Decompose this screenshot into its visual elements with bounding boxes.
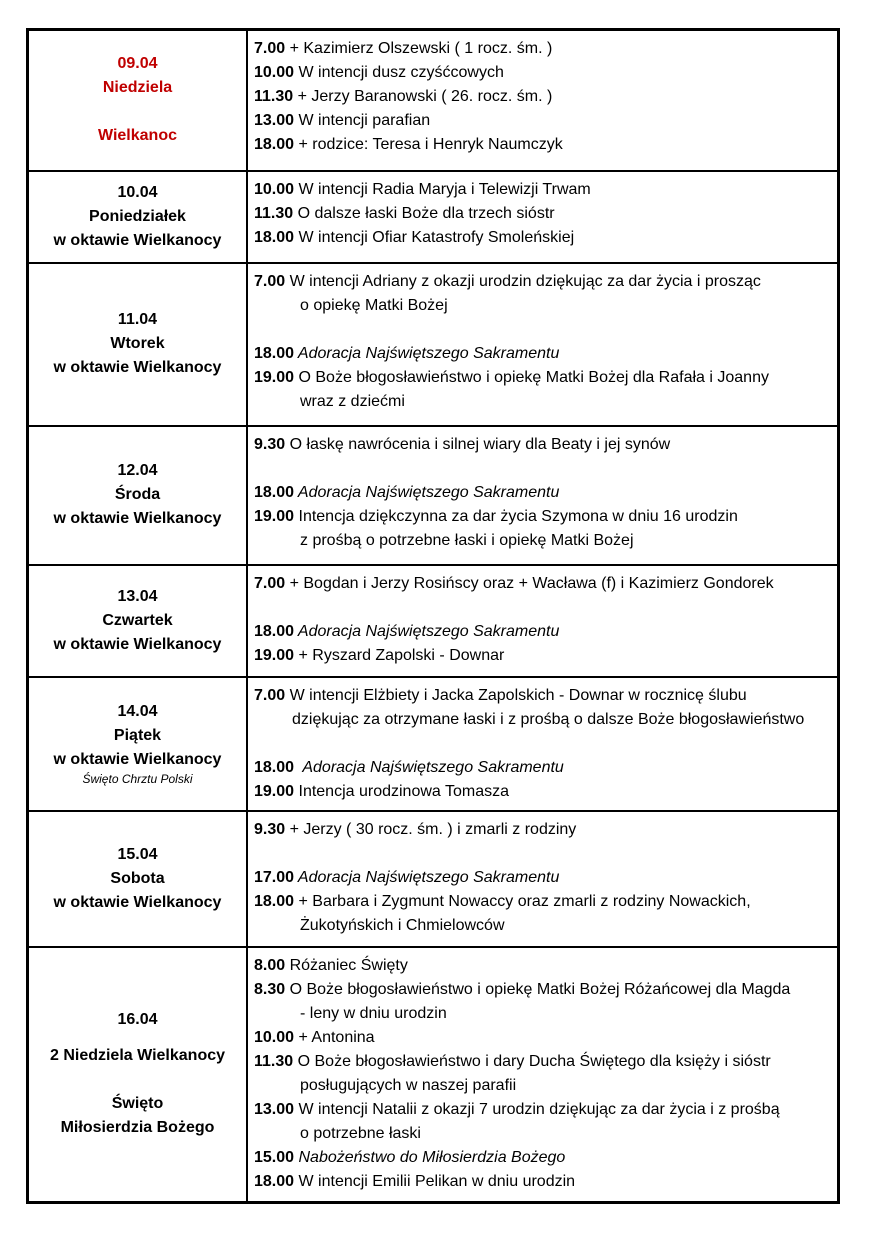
day-name: Piątek [113, 727, 162, 744]
day-cell [28, 171, 248, 263]
schedule-row [28, 677, 839, 811]
mass-entry: 11.30 + Jerzy Baranowski ( 26. rocz. śm. ) [254, 88, 553, 105]
mass-entry: 11.30 O Boże błogosławieństwo i dary Ducha Świętego dla księży i sióstr [254, 1052, 771, 1070]
day-feast: Wielkanoc [98, 127, 177, 145]
mass-entry: 18.00 + Barbara i Zygmunt Nowaccy oraz zmarli z rodziny Nowackich, [254, 892, 751, 910]
day-cell [28, 947, 248, 1203]
mass-entry: 19.00 + Ryszard Zapolski - Downar [254, 646, 505, 664]
masses-cell [247, 677, 839, 811]
mass-entry: 19.00 Intencja urodzinowa Tomasza [254, 782, 509, 800]
day-name: 2 Niedziela Wielkanocy [49, 1047, 226, 1065]
schedule-row [28, 565, 839, 677]
mass-entry: 18.00 Adoracja Najświętszego Sakramentu [254, 344, 560, 362]
day-name: Poniedziałek [89, 207, 186, 225]
schedule-row [28, 947, 839, 1203]
day-date: 16.04 [117, 1011, 158, 1029]
mass-entry: 13.00 W intencji parafian [254, 112, 431, 129]
mass-entry: 9.30 + Jerzy ( 30 rocz. śm. ) i zmarli z rodziny [254, 820, 577, 838]
mass-entry: 18.00 + rodzice: Teresa i Henryk Naumczyk [254, 136, 563, 153]
masses-cell [247, 811, 839, 947]
mass-entry-continuation: dziękując za otrzymane łaski i z prośbą o dalsze Boże błogosławieństwo [292, 710, 805, 728]
mass-entry: 7.00 W intencji Adriany z okazji urodzin dziękując za dar życia i prosząc [254, 272, 761, 290]
day-name: Niedziela [102, 79, 173, 97]
mass-entry: 10.00 + Antonina [254, 1028, 375, 1046]
schedule-row [28, 171, 839, 263]
masses-cell [247, 171, 839, 263]
day-date: 12.04 [117, 462, 158, 479]
day-date: 09.04 [117, 55, 158, 73]
mass-entry: 18.00 Adoracja Najświętszego Sakramentu [254, 483, 560, 501]
mass-entry: 8.30 O Boże błogosławieństwo i opiekę Matki Bożej Różańcowej dla Magda [254, 980, 791, 998]
mass-entry: 9.30 O łaskę nawrócenia i silnej wiary dla Beaty i jej synów [254, 435, 671, 453]
masses-cell [247, 565, 839, 677]
mass-entry: 13.00 W intencji Natalii z okazji 7 urodzin dziękując za dar życia i z prośbą [254, 1100, 780, 1118]
mass-entry: 8.00 Różaniec Święty [254, 956, 408, 974]
day-cell [28, 426, 248, 565]
day-feast-name: Miłosierdzia Bożego [60, 1119, 215, 1137]
mass-entry-continuation: posługujących w naszej parafii [300, 1076, 517, 1094]
schedule-row [28, 263, 839, 426]
day-note: Święto Chrztu Polski [82, 772, 193, 786]
mass-entry-continuation: - leny w dniu urodzin [300, 1004, 447, 1022]
day-cell [28, 677, 248, 811]
mass-entry: 7.00 + Kazimierz Olszewski ( 1 rocz. śm. ) [254, 40, 553, 57]
mass-entry: 10.00 W intencji Radia Maryja i Telewizji Trwam [254, 180, 591, 198]
mass-entry: 7.00 + Bogdan i Jerzy Rosińscy oraz + Wacława (f) i Kazimierz Gondorek [254, 574, 774, 592]
mass-entry-continuation: o potrzebne łaski [300, 1124, 421, 1142]
masses-cell [247, 263, 839, 426]
day-name: Środa [114, 486, 161, 503]
mass-entry: 10.00 W intencji dusz czyśćcowych [254, 64, 504, 81]
mass-entry-continuation: o opiekę Matki Bożej [300, 296, 448, 314]
masses-cell [247, 426, 839, 565]
day-cell [28, 811, 248, 947]
masses-cell [247, 947, 839, 1203]
schedule-row [28, 811, 839, 947]
schedule-row [28, 426, 839, 565]
day-feast: Święto [111, 1095, 164, 1113]
day-date: 14.04 [117, 703, 158, 720]
schedule-row [28, 30, 839, 171]
mass-entry: 18.00 W intencji Ofiar Katastrofy Smoleńskiej [254, 228, 575, 246]
day-date: 13.04 [117, 587, 158, 605]
day-octave: w oktawie Wielkanocy [53, 231, 222, 249]
mass-schedule-table [26, 28, 840, 1204]
mass-entry: 11.30 O dalsze łaski Boże dla trzech sióstr [254, 204, 555, 222]
day-octave: w oktawie Wielkanocy [53, 359, 222, 376]
day-octave: w oktawie Wielkanocy [53, 893, 222, 911]
mass-entry: 19.00 Intencja dziękczynna za dar życia Szymona w dniu 16 urodzin [254, 507, 738, 525]
day-octave: w oktawie Wielkanocy [53, 510, 222, 527]
day-name: Wtorek [110, 335, 165, 352]
mass-entry-continuation: Żukotyńskich i Chmielowców [300, 916, 505, 934]
day-date: 10.04 [117, 183, 158, 201]
mass-entry-continuation: wraz z dziećmi [300, 392, 405, 410]
mass-entry: 19.00 O Boże błogosławieństwo i opiekę Matki Bożej dla Rafała i Joanny [254, 368, 769, 386]
day-date: 11.04 [117, 311, 158, 328]
mass-entry: 15.00 Nabożeństwo do Miłosierdzia Bożego [254, 1148, 566, 1166]
masses-cell [247, 30, 839, 171]
day-name: Sobota [110, 869, 165, 887]
mass-entry: 17.00 Adoracja Najświętszego Sakramentu [254, 868, 560, 886]
mass-entry: 18.00 W intencji Emilii Pelikan w dniu urodzin [254, 1172, 576, 1190]
day-cell [28, 565, 248, 677]
day-name: Czwartek [102, 611, 173, 629]
day-cell [28, 30, 248, 171]
mass-entry: 7.00 W intencji Elżbiety i Jacka Zapolskich - Downar w rocznicę ślubu [254, 686, 747, 704]
day-octave: w oktawie Wielkanocy [53, 635, 222, 653]
day-date: 15.04 [117, 845, 158, 863]
mass-entry: 18.00 Adoracja Najświętszego Sakramentu [254, 758, 564, 776]
mass-entry-continuation: z prośbą o potrzebne łaski i opiekę Matki Bożej [300, 531, 634, 549]
day-octave: w oktawie Wielkanocy [53, 751, 222, 768]
day-cell [28, 263, 248, 426]
mass-entry: 18.00 Adoracja Najświętszego Sakramentu [254, 622, 560, 640]
